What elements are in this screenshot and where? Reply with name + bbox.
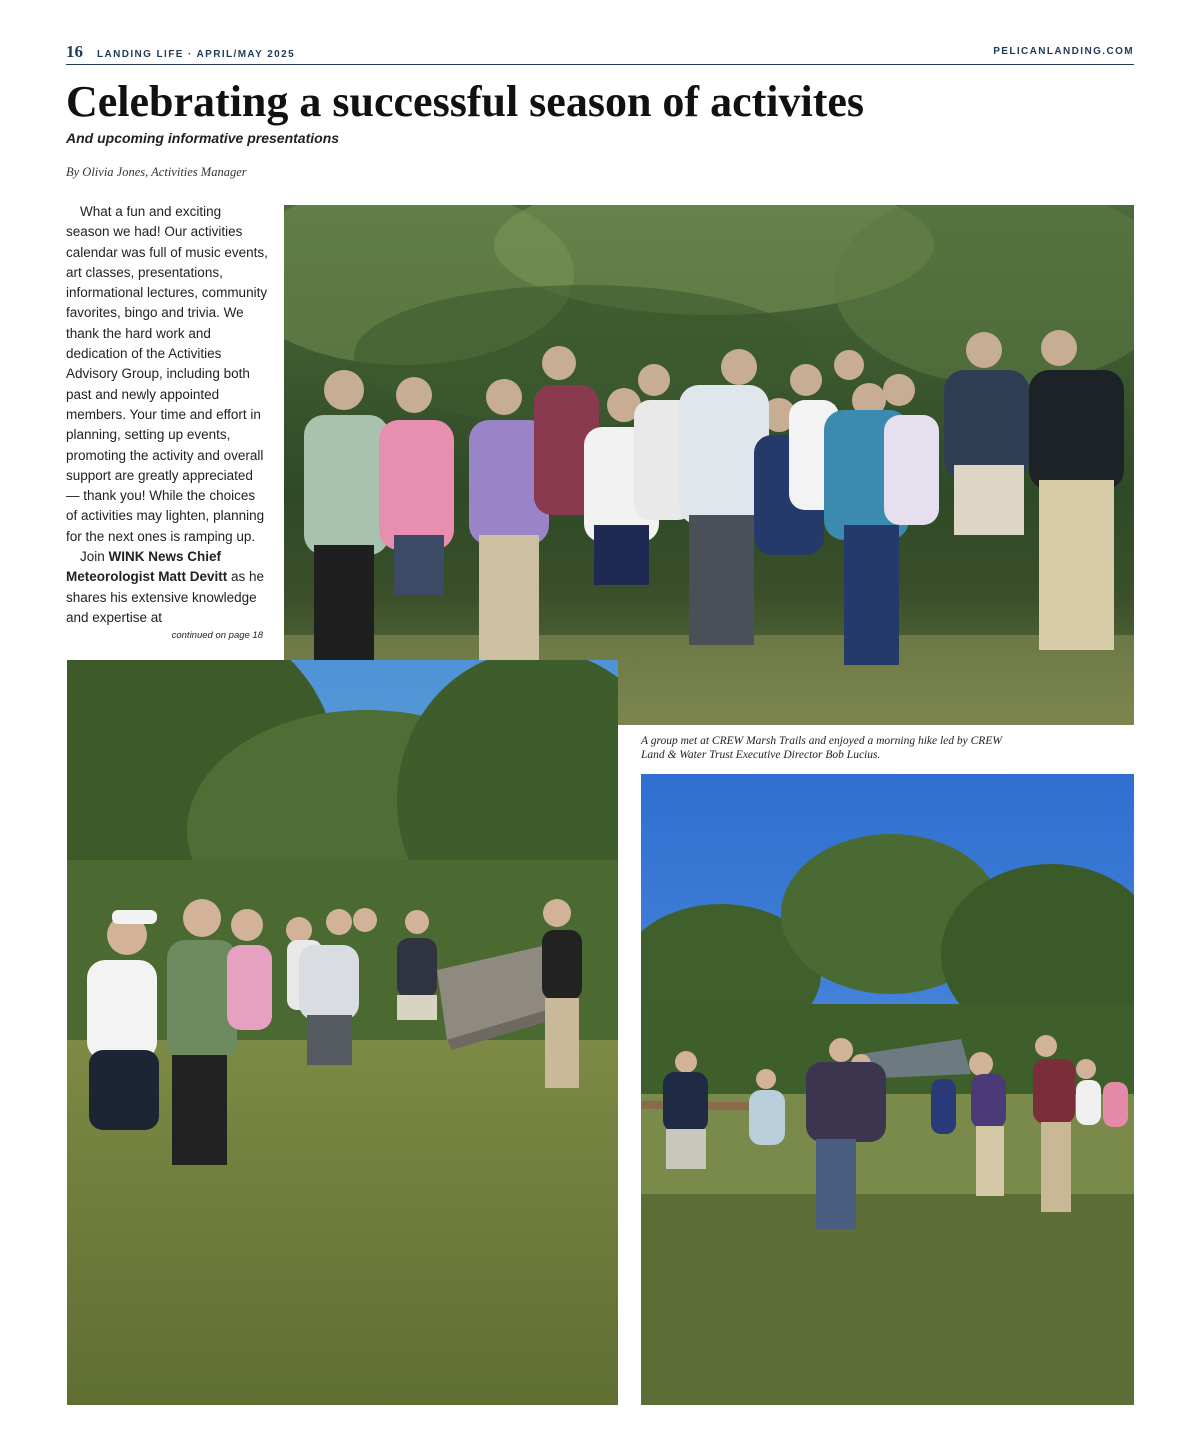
- running-header: [66, 42, 295, 62]
- website-link[interactable]: PELICANLANDING.COM: [993, 46, 1134, 57]
- paragraph-lead: Join: [80, 549, 109, 565]
- speaker-name: WINK News Chief Meteorologist Matt Devitt: [66, 549, 228, 585]
- article-headline: Celebrating a successful season of activites: [66, 77, 865, 126]
- article-body: [66, 202, 268, 628]
- continued-note: continued on page 18: [171, 630, 263, 641]
- paragraph-text: as he shares his extensive knowledge and expertise at: [66, 569, 265, 625]
- page-number: 16: [66, 42, 83, 61]
- boardwalk-photo: [67, 660, 618, 1405]
- group-photo: [284, 205, 1134, 725]
- body-paragraph: What a fun and exciting season we had! Our activities calendar was full of music events, art classes, presentations, informational lectures, community favorites, bingo and trivia. We thank the hard work and dedication of the Activities Advisory Group, including both past and newly appointed members. Your time and effort in planning, setting up events, promoting the activity and overall support are greatly appreciated — thank you! While the choices of activities may lighten, planning for the next ones is ramping up.: [66, 204, 268, 544]
- photo-caption: A group met at CREW Marsh Trails and enjoyed a morning hike led by CREW Land & Water Trust Executive Director Bob Lucius.: [641, 735, 1002, 761]
- body-paragraph: [66, 547, 268, 628]
- article-byline: By Olivia Jones, Activities Manager: [66, 165, 247, 179]
- article-subheadline: And upcoming informative presentations: [66, 130, 340, 146]
- header-rule: [66, 64, 1134, 65]
- publication-title: LANDING LIFE · APRIL/MAY 2025: [97, 49, 296, 60]
- picnic-area-photo: [641, 774, 1134, 1405]
